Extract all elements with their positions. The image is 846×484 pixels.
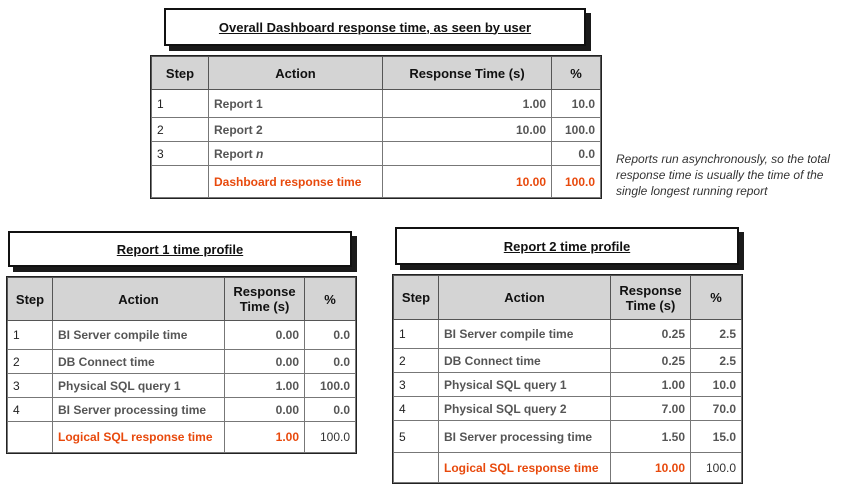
action-italic-text: n — [256, 146, 264, 161]
overall-table — [151, 56, 601, 198]
col-header-step: Step — [152, 57, 209, 90]
report2-title — [395, 227, 739, 265]
table-row — [8, 350, 356, 374]
total-row — [8, 422, 356, 453]
action-cell: Physical SQL query 1 — [53, 374, 225, 398]
step-cell: 1 — [152, 90, 209, 118]
col-header-time: Response Time (s) — [225, 278, 305, 321]
step-cell: 2 — [152, 118, 209, 142]
table-row — [394, 373, 742, 397]
pct-cell: 100.0 — [305, 374, 356, 398]
col-header-action: Action — [209, 57, 383, 90]
table-row — [394, 320, 742, 349]
col-header-pct: % — [691, 276, 742, 320]
step-cell: 3 — [8, 374, 53, 398]
total-pct-cell: 100.0 — [552, 166, 601, 198]
time-cell: 1.50 — [611, 421, 691, 453]
step-cell: 2 — [8, 350, 53, 374]
pct-cell: 100.0 — [552, 118, 601, 142]
col-header-action: Action — [53, 278, 225, 321]
step-cell: 1 — [394, 320, 439, 349]
time-cell: 1.00 — [383, 90, 552, 118]
col-header-time: Response Time (s) — [611, 276, 691, 320]
total-pct-cell: 100.0 — [691, 453, 742, 483]
table-row — [8, 398, 356, 422]
total-action-cell: Logical SQL response time — [53, 422, 225, 453]
action-cell: BI Server compile time — [439, 320, 611, 349]
report1-table — [7, 277, 356, 453]
total-time-cell: 10.00 — [611, 453, 691, 483]
action-text: Report — [214, 146, 256, 161]
time-cell: 0.00 — [225, 398, 305, 422]
pct-cell: 2.5 — [691, 320, 742, 349]
action-cell: BI Server compile time — [53, 321, 225, 350]
table-header-row — [8, 278, 356, 321]
action-cell — [209, 142, 383, 166]
pct-cell: 70.0 — [691, 397, 742, 421]
col-header-pct: % — [552, 57, 601, 90]
total-pct-cell: 100.0 — [305, 422, 356, 453]
step-cell: 3 — [152, 142, 209, 166]
time-cell: 0.00 — [225, 321, 305, 350]
action-cell: BI Server processing time — [439, 421, 611, 453]
pct-cell: 10.0 — [552, 90, 601, 118]
table-header-row — [394, 276, 742, 320]
action-cell: BI Server processing time — [53, 398, 225, 422]
table-row — [152, 142, 601, 166]
pct-cell: 0.0 — [305, 398, 356, 422]
time-cell: 1.00 — [225, 374, 305, 398]
table-row — [394, 349, 742, 373]
table-row — [152, 90, 601, 118]
action-cell: DB Connect time — [53, 350, 225, 374]
async-note: Reports run asynchronously, so the total response time is usually the time of the single longest running report — [616, 152, 830, 198]
time-cell: 0.25 — [611, 349, 691, 373]
table-row — [8, 321, 356, 350]
step-cell: 1 — [8, 321, 53, 350]
table-row — [8, 374, 356, 398]
step-cell: 3 — [394, 373, 439, 397]
time-cell: 7.00 — [611, 397, 691, 421]
total-action-cell: Logical SQL response time — [439, 453, 611, 483]
action-cell: Report 2 — [209, 118, 383, 142]
step-cell: 2 — [394, 349, 439, 373]
time-cell: 0.00 — [225, 350, 305, 374]
report2-table — [393, 275, 742, 483]
total-row — [394, 453, 742, 483]
col-header-action: Action — [439, 276, 611, 320]
col-header-step: Step — [394, 276, 439, 320]
time-cell — [383, 142, 552, 166]
col-header-time: Response Time (s) — [383, 57, 552, 90]
total-action-cell: Dashboard response time — [209, 166, 383, 198]
step-cell — [8, 422, 53, 453]
table-row — [394, 421, 742, 453]
table-header-row — [152, 57, 601, 90]
pct-cell: 10.0 — [691, 373, 742, 397]
col-header-pct: % — [305, 278, 356, 321]
report1-title — [8, 231, 352, 267]
report1-title-text: Report 1 time profile — [116, 241, 244, 257]
step-cell: 5 — [394, 421, 439, 453]
pct-cell: 0.0 — [305, 350, 356, 374]
step-cell — [394, 453, 439, 483]
total-time-cell: 10.00 — [383, 166, 552, 198]
step-cell: 4 — [8, 398, 53, 422]
action-cell: Report 1 — [209, 90, 383, 118]
pct-cell: 0.0 — [552, 142, 601, 166]
step-cell: 4 — [394, 397, 439, 421]
total-row — [152, 166, 601, 198]
overall-title — [164, 8, 586, 46]
action-cell: Physical SQL query 2 — [439, 397, 611, 421]
table-row — [394, 397, 742, 421]
time-cell: 1.00 — [611, 373, 691, 397]
overall-title-text: Overall Dashboard response time, as seen by user — [218, 19, 532, 35]
pct-cell: 2.5 — [691, 349, 742, 373]
time-cell: 0.25 — [611, 320, 691, 349]
action-cell: DB Connect time — [439, 349, 611, 373]
time-cell: 10.00 — [383, 118, 552, 142]
pct-cell: 0.0 — [305, 321, 356, 350]
report2-title-text: Report 2 time profile — [503, 238, 631, 254]
col-header-step: Step — [8, 278, 53, 321]
total-time-cell: 1.00 — [225, 422, 305, 453]
pct-cell: 15.0 — [691, 421, 742, 453]
table-row — [152, 118, 601, 142]
action-cell: Physical SQL query 1 — [439, 373, 611, 397]
step-cell — [152, 166, 209, 198]
